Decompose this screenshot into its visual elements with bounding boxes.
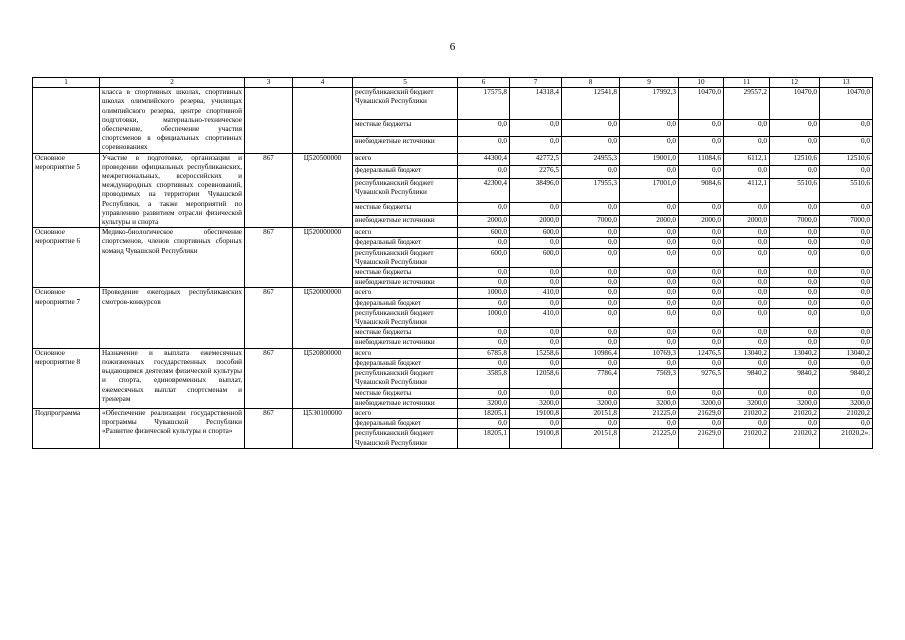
amount-cell: 0,0 — [562, 298, 620, 308]
amount-cell: 0,0 — [770, 419, 820, 429]
amount-cell: 0,0 — [770, 338, 820, 348]
table-row — [33, 408, 873, 418]
page-number: 6 — [449, 41, 456, 53]
amount-cell: 2000,0 — [458, 215, 510, 228]
amount-cell: 0,0 — [770, 278, 820, 288]
amount-cell: 7000,0 — [770, 215, 820, 228]
amount-cell: 9840,2 — [724, 369, 770, 388]
amount-cell: 5510,6 — [770, 178, 820, 202]
budget-code: Ц520800000 — [293, 348, 353, 408]
funding-source: внебюджетные источники — [353, 338, 458, 348]
table-row — [33, 288, 873, 298]
amount-cell: 0,0 — [770, 238, 820, 248]
amount-cell: 0,0 — [510, 202, 562, 215]
table-row — [33, 348, 873, 358]
amount-cell: 0,0 — [724, 120, 770, 137]
amount-cell: 0,0 — [562, 338, 620, 348]
amount-cell: 0,0 — [724, 328, 770, 338]
event-name: Основное мероприятие 8 — [33, 348, 100, 408]
amount-cell: 0,0 — [510, 278, 562, 288]
budget-code — [293, 88, 353, 153]
amount-cell: 10769,3 — [620, 348, 679, 358]
event-description: Участие в подготовке, организации и проведении официальных республиканских, межрегиональных, всероссийских и международных спортивных соревнований, проводимых на территории Чувашской Республики, а также мероприятий по управлению развитием отрасли физической культуры и спорта — [100, 153, 245, 228]
table-body — [33, 88, 873, 449]
amount-cell: 0,0 — [620, 298, 679, 308]
amount-cell: 11084,6 — [679, 153, 724, 166]
amount-cell: 21020,2 — [770, 429, 820, 448]
funding-source: местные бюджеты — [353, 328, 458, 338]
event-description: Проведение ежегодных республиканских смотров-конкурсов — [100, 288, 245, 348]
amount-cell: 3200,0 — [679, 398, 724, 408]
funding-source: федеральный бюджет — [353, 298, 458, 308]
amount-cell: 0,0 — [458, 338, 510, 348]
funding-source: местные бюджеты — [353, 388, 458, 398]
amount-cell: 0,0 — [620, 288, 679, 298]
amount-cell: 0,0 — [820, 228, 873, 238]
funding-source: местные бюджеты — [353, 268, 458, 278]
amount-cell: 2276,5 — [510, 166, 562, 179]
amount-cell: 0,0 — [458, 388, 510, 398]
amount-cell: 7569,3 — [620, 369, 679, 388]
amount-cell: 0,0 — [724, 358, 770, 368]
amount-cell: 600,0 — [510, 248, 562, 267]
amount-cell: 0,0 — [562, 328, 620, 338]
amount-cell: 21020,2». — [820, 429, 873, 448]
event-description: класса в спортивных школах, спортивных школах олимпийского резерва, училищах олимпийского резерва, центре спортивной подготовки, материально-техническое обеспечение, обеспечение участия спортсменов в официальных спортивных соревнованиях — [100, 88, 245, 153]
amount-cell: 0,0 — [770, 202, 820, 215]
amount-cell: 0,0 — [620, 278, 679, 288]
amount-cell: 600,0 — [458, 248, 510, 267]
amount-cell: 0,0 — [679, 120, 724, 137]
amount-cell: 10470,0 — [770, 88, 820, 120]
amount-cell: 13040,2 — [820, 348, 873, 358]
amount-cell: 0,0 — [679, 308, 724, 327]
amount-cell: 21020,2 — [820, 408, 873, 418]
funding-source: всего — [353, 228, 458, 238]
amount-cell: 0,0 — [820, 419, 873, 429]
amount-cell: 0,0 — [770, 328, 820, 338]
amount-cell: 18205,1 — [458, 408, 510, 418]
amount-cell: 0,0 — [562, 228, 620, 238]
amount-cell: 0,0 — [770, 120, 820, 137]
amount-cell: 17575,8 — [458, 88, 510, 120]
amount-cell: 0,0 — [820, 166, 873, 179]
column-header: 9 — [620, 78, 679, 88]
amount-cell: 0,0 — [562, 308, 620, 327]
amount-cell: 12510,6 — [770, 153, 820, 166]
funding-source: республиканский бюджет Чувашской Республики — [353, 308, 458, 327]
amount-cell: 0,0 — [820, 238, 873, 248]
amount-cell: 0,0 — [510, 338, 562, 348]
amount-cell: 0,0 — [820, 298, 873, 308]
amount-cell: 0,0 — [679, 338, 724, 348]
table-row — [33, 228, 873, 238]
amount-cell: 0,0 — [770, 358, 820, 368]
amount-cell: 0,0 — [679, 248, 724, 267]
amount-cell: 600,0 — [458, 228, 510, 238]
budget-code: Ц520500000 — [293, 153, 353, 228]
amount-cell: 0,0 — [820, 136, 873, 153]
amount-cell: 0,0 — [679, 136, 724, 153]
amount-cell: 9840,2 — [770, 369, 820, 388]
amount-cell: 0,0 — [458, 202, 510, 215]
amount-cell: 600,0 — [510, 228, 562, 238]
amount-cell: 0,0 — [620, 419, 679, 429]
column-header: 7 — [510, 78, 562, 88]
amount-cell: 9084,6 — [679, 178, 724, 202]
amount-cell: 0,0 — [458, 278, 510, 288]
amount-cell: 0,0 — [724, 419, 770, 429]
amount-cell: 13040,2 — [724, 348, 770, 358]
amount-cell: 0,0 — [770, 268, 820, 278]
amount-cell: 14318,4 — [510, 88, 562, 120]
amount-cell: 0,0 — [510, 298, 562, 308]
amount-cell: 9840,2 — [820, 369, 873, 388]
amount-cell: 0,0 — [562, 358, 620, 368]
event-name: Основное мероприятие 7 — [33, 288, 100, 348]
funding-source: республиканский бюджет Чувашской Республики — [353, 369, 458, 388]
amount-cell: 0,0 — [458, 136, 510, 153]
column-header: 5 — [353, 78, 458, 88]
amount-cell: 3200,0 — [770, 398, 820, 408]
amount-cell: 0,0 — [620, 248, 679, 267]
amount-cell: 0,0 — [620, 202, 679, 215]
amount-cell: 7000,0 — [820, 215, 873, 228]
amount-cell: 0,0 — [820, 202, 873, 215]
amount-cell: 0,0 — [770, 228, 820, 238]
amount-cell: 0,0 — [820, 120, 873, 137]
amount-cell: 0,0 — [562, 202, 620, 215]
amount-cell: 0,0 — [510, 358, 562, 368]
amount-cell: 24955,3 — [562, 153, 620, 166]
amount-cell: 0,0 — [679, 358, 724, 368]
column-header: 10 — [679, 78, 724, 88]
amount-cell: 21020,2 — [724, 429, 770, 448]
amount-cell: 0,0 — [724, 166, 770, 179]
amount-cell: 17955,3 — [562, 178, 620, 202]
grbs-code: 867 — [245, 228, 293, 288]
funding-source: федеральный бюджет — [353, 358, 458, 368]
amount-cell: 0,0 — [510, 328, 562, 338]
amount-cell: 12476,5 — [679, 348, 724, 358]
amount-cell: 42300,4 — [458, 178, 510, 202]
amount-cell: 0,0 — [679, 298, 724, 308]
amount-cell: 0,0 — [458, 268, 510, 278]
amount-cell: 0,0 — [458, 166, 510, 179]
amount-cell: 20151,8 — [562, 408, 620, 418]
amount-cell: 0,0 — [679, 419, 724, 429]
column-header: 12 — [770, 78, 820, 88]
amount-cell: 0,0 — [458, 419, 510, 429]
amount-cell: 0,0 — [820, 388, 873, 398]
amount-cell: 5510,6 — [820, 178, 873, 202]
amount-cell: 0,0 — [820, 288, 873, 298]
amount-cell: 21020,2 — [724, 408, 770, 418]
funding-source: республиканский бюджет Чувашской Республики — [353, 248, 458, 267]
amount-cell: 0,0 — [562, 136, 620, 153]
amount-cell: 410,0 — [510, 308, 562, 327]
amount-cell: 0,0 — [679, 228, 724, 238]
amount-cell: 19001,0 — [620, 153, 679, 166]
column-header: 4 — [293, 78, 353, 88]
funding-source: местные бюджеты — [353, 120, 458, 137]
amount-cell: 0,0 — [724, 238, 770, 248]
amount-cell: 0,0 — [820, 308, 873, 327]
amount-cell: 0,0 — [724, 288, 770, 298]
amount-cell: 7000,0 — [562, 215, 620, 228]
amount-cell: 19100,8 — [510, 408, 562, 418]
amount-cell: 0,0 — [679, 202, 724, 215]
funding-source: всего — [353, 288, 458, 298]
funding-source: внебюджетные источники — [353, 136, 458, 153]
header-row — [33, 78, 873, 88]
event-name: Подпрограмма — [33, 408, 100, 448]
amount-cell: 0,0 — [562, 166, 620, 179]
amount-cell: 0,0 — [820, 248, 873, 267]
column-header: 11 — [724, 78, 770, 88]
column-header: 6 — [458, 78, 510, 88]
amount-cell: 0,0 — [724, 278, 770, 288]
grbs-code: 867 — [245, 408, 293, 448]
amount-cell: 42772,5 — [510, 153, 562, 166]
amount-cell: 0,0 — [562, 388, 620, 398]
amount-cell: 0,0 — [510, 419, 562, 429]
column-header: 1 — [33, 78, 100, 88]
amount-cell: 0,0 — [820, 338, 873, 348]
funding-source: республиканский бюджет Чувашской Республики — [353, 178, 458, 202]
grbs-code: 867 — [245, 288, 293, 348]
amount-cell: 0,0 — [562, 419, 620, 429]
amount-cell: 0,0 — [620, 328, 679, 338]
amount-cell: 19100,8 — [510, 429, 562, 448]
amount-cell: 0,0 — [770, 288, 820, 298]
amount-cell: 0,0 — [820, 278, 873, 288]
amount-cell: 1000,0 — [458, 308, 510, 327]
amount-cell: 0,0 — [770, 136, 820, 153]
funding-source: всего — [353, 348, 458, 358]
amount-cell: 0,0 — [724, 338, 770, 348]
amount-cell: 0,0 — [562, 248, 620, 267]
amount-cell: 21225,0 — [620, 429, 679, 448]
amount-cell: 0,0 — [620, 308, 679, 327]
event-name — [33, 88, 100, 153]
amount-cell: 0,0 — [620, 338, 679, 348]
event-description: Назначение и выплата ежемесячных пожизненных государственных пособий выдающимся деятелям физической культуры и спорта, единовременных выплат, ежемесячных выплат спортсменам и тренерам — [100, 348, 245, 408]
amount-cell: 0,0 — [679, 388, 724, 398]
grbs-code: 867 — [245, 153, 293, 228]
amount-cell: 0,0 — [724, 202, 770, 215]
amount-cell: 2000,0 — [679, 215, 724, 228]
amount-cell: 0,0 — [458, 358, 510, 368]
amount-cell: 15258,6 — [510, 348, 562, 358]
amount-cell: 10986,4 — [562, 348, 620, 358]
funding-source: федеральный бюджет — [353, 238, 458, 248]
amount-cell: 0,0 — [724, 248, 770, 267]
column-header: 3 — [245, 78, 293, 88]
amount-cell: 0,0 — [620, 268, 679, 278]
amount-cell: 10470,0 — [679, 88, 724, 120]
amount-cell: 0,0 — [770, 166, 820, 179]
amount-cell: 0,0 — [458, 238, 510, 248]
amount-cell: 0,0 — [510, 120, 562, 137]
table-header — [33, 78, 873, 88]
amount-cell: 29557,2 — [724, 88, 770, 120]
funding-source: всего — [353, 153, 458, 166]
amount-cell: 0,0 — [562, 120, 620, 137]
amount-cell: 13040,2 — [770, 348, 820, 358]
amount-cell: 21020,2 — [770, 408, 820, 418]
amount-cell: 0,0 — [724, 298, 770, 308]
amount-cell: 6112,1 — [724, 153, 770, 166]
column-header: 13 — [820, 78, 873, 88]
amount-cell: 21629,0 — [679, 408, 724, 418]
amount-cell: 3585,8 — [458, 369, 510, 388]
amount-cell: 18205,1 — [458, 429, 510, 448]
amount-cell: 3200,0 — [458, 398, 510, 408]
amount-cell: 3200,0 — [510, 398, 562, 408]
amount-cell: 0,0 — [562, 238, 620, 248]
budget-code: Ц520000000 — [293, 228, 353, 288]
budget-code: Ц5Э0100000 — [293, 408, 353, 448]
amount-cell: 12510,6 — [820, 153, 873, 166]
amount-cell: 2000,0 — [510, 215, 562, 228]
budget-table — [32, 77, 873, 449]
amount-cell: 410,0 — [510, 288, 562, 298]
amount-cell: 0,0 — [620, 228, 679, 238]
amount-cell: 0,0 — [770, 248, 820, 267]
amount-cell: 0,0 — [679, 278, 724, 288]
amount-cell: 3200,0 — [620, 398, 679, 408]
amount-cell: 10470,0 — [820, 88, 873, 120]
table-row — [33, 88, 873, 120]
amount-cell: 0,0 — [510, 388, 562, 398]
grbs-code: 867 — [245, 348, 293, 408]
amount-cell: 3200,0 — [820, 398, 873, 408]
amount-cell: 0,0 — [820, 358, 873, 368]
budget-code: Ц520000000 — [293, 288, 353, 348]
funding-source: федеральный бюджет — [353, 166, 458, 179]
amount-cell: 0,0 — [620, 120, 679, 137]
funding-source: внебюджетные источники — [353, 398, 458, 408]
amount-cell: 0,0 — [620, 166, 679, 179]
amount-cell: 17992,3 — [620, 88, 679, 120]
amount-cell: 3200,0 — [724, 398, 770, 408]
amount-cell: 0,0 — [562, 278, 620, 288]
column-header: 8 — [562, 78, 620, 88]
amount-cell: 0,0 — [679, 268, 724, 278]
amount-cell: 0,0 — [820, 268, 873, 278]
event-description: «Обеспечение реализации государственной программы Чувашской Республики «Развитие физической культуры и спорта» — [100, 408, 245, 448]
amount-cell: 12058,6 — [510, 369, 562, 388]
amount-cell: 0,0 — [510, 238, 562, 248]
amount-cell: 3200,0 — [562, 398, 620, 408]
amount-cell: 0,0 — [770, 298, 820, 308]
funding-source: внебюджетные источники — [353, 215, 458, 228]
amount-cell: 6785,8 — [458, 348, 510, 358]
column-header: 2 — [100, 78, 245, 88]
amount-cell: 0,0 — [679, 328, 724, 338]
amount-cell: 0,0 — [458, 328, 510, 338]
table-row — [33, 153, 873, 166]
event-description: Медико-биологическое обеспечение спортсменов, членов спортивных сборных команд Чувашской Республики — [100, 228, 245, 288]
amount-cell: 7786,4 — [562, 369, 620, 388]
amount-cell: 0,0 — [724, 388, 770, 398]
amount-cell: 0,0 — [562, 268, 620, 278]
amount-cell: 0,0 — [562, 288, 620, 298]
amount-cell: 0,0 — [458, 298, 510, 308]
amount-cell: 0,0 — [770, 308, 820, 327]
amount-cell: 0,0 — [620, 358, 679, 368]
amount-cell: 2000,0 — [620, 215, 679, 228]
amount-cell: 44300,4 — [458, 153, 510, 166]
event-name: Основное мероприятие 5 — [33, 153, 100, 228]
amount-cell: 4112,1 — [724, 178, 770, 202]
amount-cell: 0,0 — [820, 328, 873, 338]
amount-cell: 17001,0 — [620, 178, 679, 202]
amount-cell: 9276,5 — [679, 369, 724, 388]
amount-cell: 21629,0 — [679, 429, 724, 448]
amount-cell: 0,0 — [724, 268, 770, 278]
amount-cell: 38496,0 — [510, 178, 562, 202]
amount-cell: 0,0 — [679, 238, 724, 248]
amount-cell: 0,0 — [510, 136, 562, 153]
amount-cell: 0,0 — [724, 136, 770, 153]
amount-cell: 0,0 — [679, 288, 724, 298]
funding-source: местные бюджеты — [353, 202, 458, 215]
amount-cell: 0,0 — [770, 388, 820, 398]
funding-source: республиканский бюджет Чувашской Республики — [353, 88, 458, 120]
amount-cell: 0,0 — [510, 268, 562, 278]
amount-cell: 0,0 — [620, 136, 679, 153]
amount-cell: 20151,8 — [562, 429, 620, 448]
funding-source: федеральный бюджет — [353, 419, 458, 429]
funding-source: республиканский бюджет Чувашской Республики — [353, 429, 458, 448]
funding-source: всего — [353, 408, 458, 418]
event-name: Основное мероприятие 6 — [33, 228, 100, 288]
amount-cell: 0,0 — [724, 228, 770, 238]
grbs-code — [245, 88, 293, 153]
amount-cell: 12541,8 — [562, 88, 620, 120]
amount-cell: 1000,0 — [458, 288, 510, 298]
funding-source: внебюджетные источники — [353, 278, 458, 288]
amount-cell: 0,0 — [679, 166, 724, 179]
amount-cell: 21225,0 — [620, 408, 679, 418]
amount-cell: 0,0 — [458, 120, 510, 137]
amount-cell: 0,0 — [620, 388, 679, 398]
amount-cell: 2000,0 — [724, 215, 770, 228]
amount-cell: 0,0 — [620, 238, 679, 248]
amount-cell: 0,0 — [724, 308, 770, 327]
